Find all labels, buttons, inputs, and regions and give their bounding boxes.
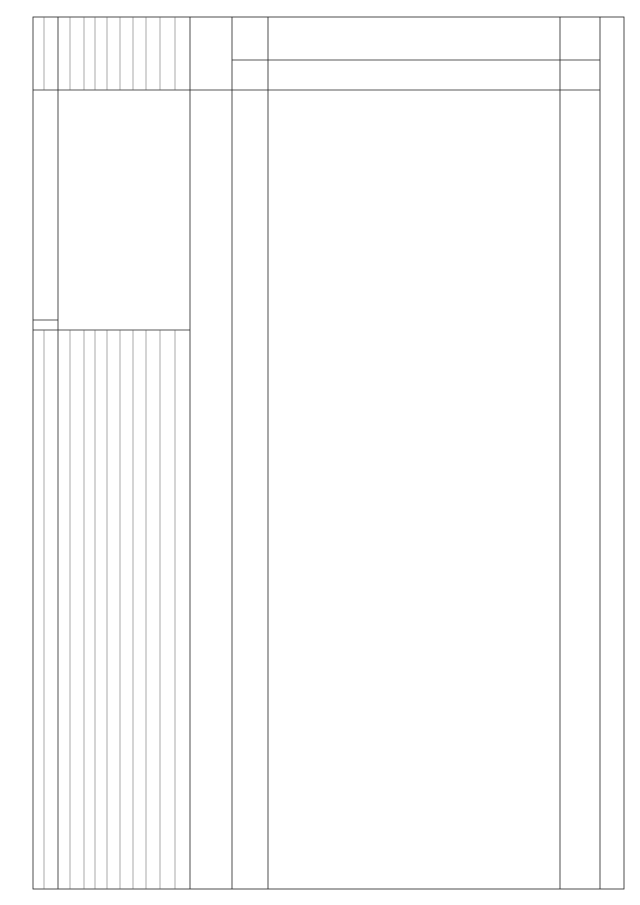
header-grid bbox=[33, 17, 600, 889]
table-border bbox=[33, 17, 624, 889]
